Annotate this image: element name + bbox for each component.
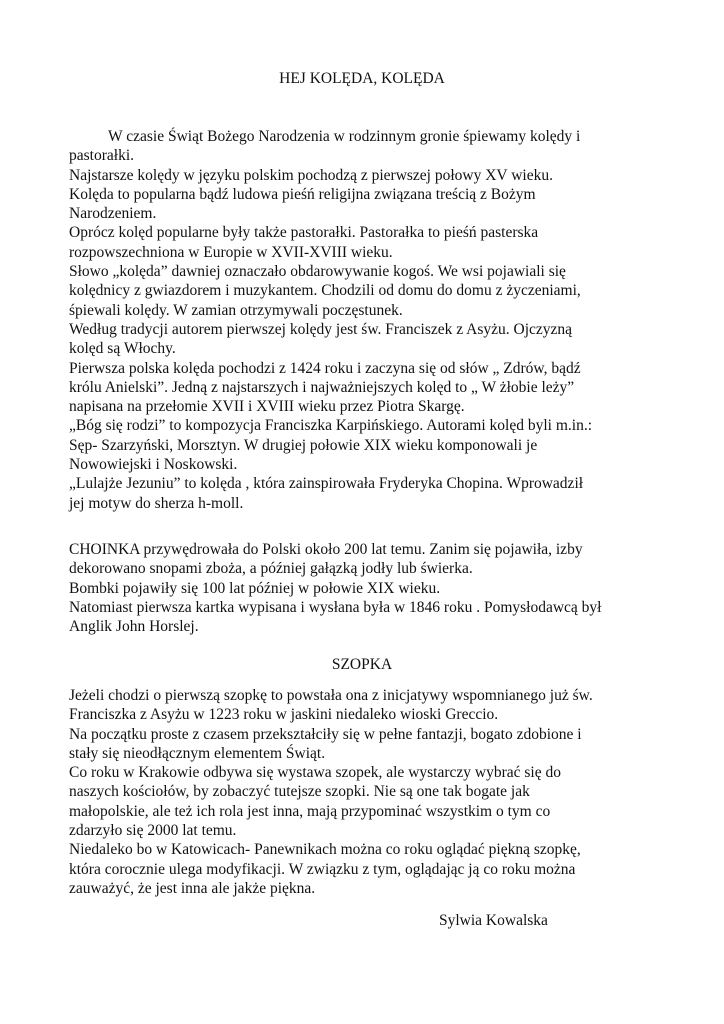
paragraph-line: Nowowiejski i Noskowski. <box>69 456 238 474</box>
paragraph-line: Sęp- Szarzyński, Morsztyn. W drugiej połowie XIX wieku komponowali je <box>69 436 538 454</box>
paragraph-line: „Bóg się rodzi” to kompozycja Franciszka Karpińskiego. Autorami kolęd byli m.in.: <box>69 417 593 435</box>
paragraph-line: Anglik John Horslej. <box>69 618 199 636</box>
paragraph-line: rozpowszechniona w Europie w XVII-XVIII wieku. <box>69 243 393 261</box>
paragraph-line: Bombki pojawiły się 100 lat później w połowie XIX wieku. <box>69 579 441 597</box>
paragraph-line: zauważyć, że jest inna ale jakże piękna. <box>69 879 316 897</box>
section-heading-szopka: SZOPKA <box>331 656 393 673</box>
author-signature: Sylwia Kowalska <box>439 912 548 929</box>
paragraph-line: Najstarsze kolędy w języku polskim pochodzą z pierwszej połowy XV wieku. <box>69 166 553 184</box>
section-szopka <box>69 686 669 898</box>
paragraph-line: „Lulajże Jezuniu” to kolęda , która zainspirowała Fryderyka Chopina. Wprowadził <box>69 475 584 493</box>
paragraph-line: królu Anielski”. Jedną z najstarszych i najważniejszych kolęd to „ W żłobie leży” <box>69 378 575 396</box>
paragraph-line: zdarzyło się 2000 lat temu. <box>69 822 237 840</box>
paragraph-line: jej motyw do sherza h-moll. <box>69 494 244 512</box>
section-choinka <box>69 540 669 636</box>
paragraph-line: Na początku proste z czasem przekształciły się w pełne fantazji, bogato zdobione i <box>69 725 582 743</box>
paragraph-line: Narodzeniem. <box>69 205 157 223</box>
paragraph-line: kolędnicy z gwiazdorem i muzykantem. Chodzili od domu do domu z życzeniami, <box>69 282 581 300</box>
paragraph-line: dekorowano snopami zboża, a później gałązką jodły lub świerka. <box>69 560 473 578</box>
paragraph-line: Natomiast pierwsza kartka wypisana i wysłana była w 1846 roku . Pomysłodawcą był <box>69 598 602 616</box>
paragraph-line: Jeżeli chodzi o pierwszą szopkę to powstała ona z inicjatywy wspomnianego już św. <box>69 687 593 704</box>
paragraph-line: która corocznie ulega modyfikacji. W związku z tym, oglądając ją co roku można <box>69 860 576 878</box>
paragraph-line: śpiewali kolędy. W zamian otrzymywali poczęstunek. <box>69 301 403 319</box>
paragraph-line: Kolęda to popularna bądź ludowa pieśń religijna związana treścią z Bożym <box>69 185 536 203</box>
paragraph-line: Co roku w Krakowie odbywa się wystawa szopek, ale wystarczy wybrać się do <box>69 764 561 782</box>
paragraph-line: Według tradycji autorem pierwszej kolędy jest św. Franciszek z Asyżu. Ojczyzną <box>69 320 573 338</box>
paragraph-line: W czasie Świąt Bożego Narodzenia w rodzinnym gronie śpiewamy kolędy i <box>108 128 581 145</box>
paragraph-line: Pierwsza polska kolęda pochodzi z 1424 roku i zaczyna się od słów „ Zdrów, bądź <box>69 359 581 377</box>
paragraph-line: stały się nieodłącznym elementem Świąt. <box>69 744 326 762</box>
paragraph-line: pastorałki. <box>69 147 134 165</box>
paragraph-line: Słowo „kolęda” dawniej oznaczało obdarowywanie kogoś. We wsi pojawiali się <box>69 263 566 281</box>
paragraph-line: CHOINKA przywędrowała do Polski około 200 lat temu. Zanim się pojawiła, izby <box>69 541 583 558</box>
paragraph-line: napisana na przełomie XVII i XVIII wieku przez Piotra Skargę. <box>69 398 465 416</box>
paragraph-line: małopolskie, ale też ich rola jest inna, mają przypominać wszystkim o tym co <box>69 802 551 820</box>
paragraph-line: Franciszka z Asyżu w 1223 roku w jaskini niedaleko wioski Greccio. <box>69 706 499 724</box>
paragraph-line: Oprócz kolęd popularne były także pastorałki. Pastorałka to pieśń pasterska <box>69 224 539 242</box>
paragraph-line: naszych kościołów, by zobaczyć tutejsze szopki. Nie są one tak bogate jak <box>69 783 530 801</box>
paragraph-line: Niedaleko bo w Katowicach- Panewnikach można co roku oglądać piękną szopkę, <box>69 841 581 859</box>
section-koledy <box>69 127 669 513</box>
document-title: HEJ KOLĘDA, KOLĘDA <box>279 70 445 87</box>
paragraph-line: kolęd są Włochy. <box>69 340 176 358</box>
